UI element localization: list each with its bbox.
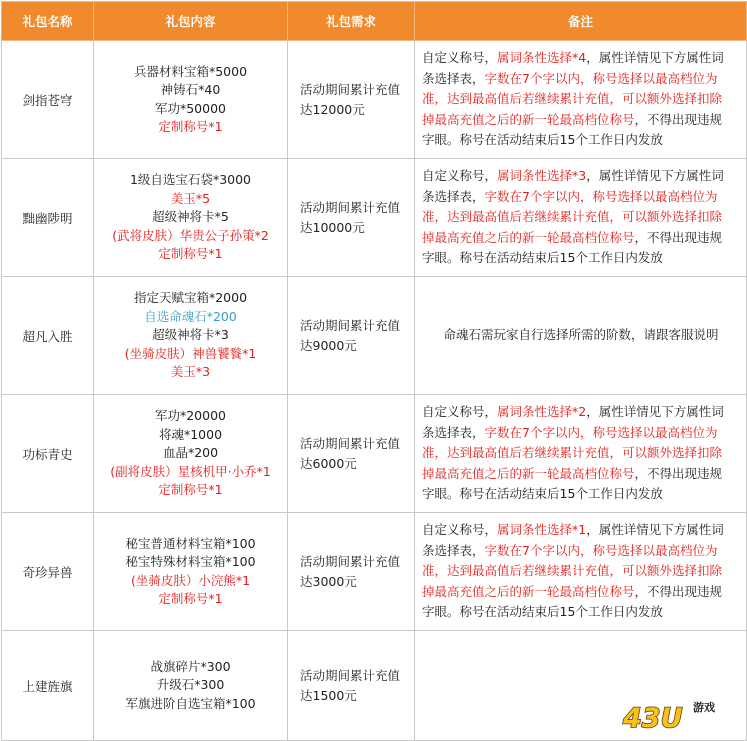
requirement-line: 活动期间累计充值	[300, 667, 401, 683]
pack-requirement	[288, 159, 415, 277]
logo-suffix: 游戏	[693, 701, 715, 714]
pack-item: 神铸石*40	[160, 82, 221, 97]
remark-line	[422, 484, 740, 505]
pack-requirement	[288, 41, 415, 159]
header-pack-content: 礼包内容	[94, 2, 288, 41]
site-logo	[621, 697, 733, 733]
remark-segment: 自定义称号，	[422, 404, 498, 420]
remark-segment: ，属性详情见下方属性词	[586, 50, 724, 66]
pack-requirement	[288, 631, 415, 741]
remark-segment: 字数在7个字以内，称号选择以最高档位为	[484, 542, 718, 558]
remark-line	[422, 228, 740, 249]
pack-name: 剑指苍穹	[2, 41, 94, 159]
remark-segment: ，不得出现违规	[634, 111, 723, 127]
pack-item: (坐骑皮肤）神兽饕餮*1	[124, 345, 257, 361]
remark-line	[422, 561, 740, 582]
pack-content	[94, 395, 288, 513]
pack-name: 奇珍异兽	[2, 513, 94, 631]
remark-segment: 字数在7个字以内，称号选择以最高档位为	[484, 70, 718, 86]
remark-segment: 命魂石需玩家自行选择所需的阶数，请跟客服说明	[443, 327, 719, 343]
pack-remarks	[415, 513, 747, 631]
pack-item: (副将皮肤）星核机甲·小乔*1	[110, 463, 271, 479]
requirement-line: 活动期间累计充值	[300, 81, 401, 97]
header-pack-name: 礼包名称	[2, 2, 94, 41]
remark-line	[422, 89, 740, 110]
pack-remarks	[415, 159, 747, 277]
pack-item: 兵器材料宝箱*5000	[133, 63, 248, 79]
remark-segment: 字眼。称号在活动结束后15个工作日内发放	[422, 604, 663, 620]
table-row	[2, 277, 747, 395]
remark-segment: 条选择表，	[422, 70, 485, 86]
remark-segment: 掉最高充值之后的新一轮最高档位称号	[422, 465, 635, 481]
table-row	[2, 159, 747, 277]
table-body	[2, 41, 747, 741]
remark-segment: 属词条性选择*3	[497, 168, 587, 184]
pack-item: 军旗进阶自选宝箱*100	[125, 695, 256, 711]
remark-segment: 掉最高充值之后的新一轮最高档位称号	[422, 111, 635, 127]
remark-segment: 字眼。称号在活动结束后15个工作日内发放	[422, 250, 663, 266]
remark-line	[422, 520, 740, 541]
pack-item: 定制称号*1	[158, 591, 223, 606]
pack-item: 指定天赋宝箱*2000	[133, 290, 248, 306]
remark-line	[422, 582, 740, 603]
remark-segment: ，属性详情见下方属性词	[586, 404, 724, 420]
pack-item: 美玉*3	[170, 364, 211, 380]
requirement-line: 活动期间累计充值	[300, 435, 401, 451]
remark-line	[422, 464, 740, 485]
remark-segment: ，不得出现违规	[634, 229, 723, 245]
pack-content	[94, 631, 288, 741]
remark-line	[422, 69, 740, 90]
requirement-line: 活动期间累计充值	[300, 317, 401, 333]
header-row	[2, 2, 747, 41]
remark-line	[422, 110, 740, 131]
pack-item: 超级神将卡*3	[152, 327, 229, 343]
remark-line	[422, 325, 740, 346]
pack-requirement	[288, 513, 415, 631]
remark-segment: 掉最高充值之后的新一轮最高档位称号	[422, 583, 635, 599]
pack-content	[94, 159, 288, 277]
pack-item: 血晶*200	[162, 445, 219, 461]
requirement-line: 达1500元	[300, 687, 357, 703]
pack-item: 军功*50000	[154, 100, 226, 116]
requirement-line: 达10000元	[300, 219, 365, 235]
remark-segment: ，属性详情见下方属性词	[586, 522, 724, 538]
remark-segment: 属词条性选择*4	[497, 50, 587, 66]
table-row	[2, 513, 747, 631]
requirement-line: 达3000元	[300, 573, 357, 589]
pack-name: 上建旌旗	[2, 631, 94, 741]
pack-requirement	[288, 395, 415, 513]
remark-segment: 掉最高充值之后的新一轮最高档位称号	[422, 229, 635, 245]
pack-item: 秘宝特殊材料宝箱*100	[125, 554, 256, 569]
requirement-line: 活动期间累计充值	[300, 553, 401, 569]
remark-segment: 自定义称号，	[422, 168, 498, 184]
remark-line	[422, 423, 740, 444]
remark-segment: 属词条性选择*1	[497, 522, 587, 538]
remark-segment: 字数在7个字以内，称号选择以最高档位为	[484, 424, 718, 440]
header-remarks: 备注	[415, 2, 747, 41]
remark-line	[422, 402, 740, 423]
remark-line	[422, 166, 740, 187]
remark-line	[422, 602, 740, 623]
remark-segment: ，不得出现违规	[634, 465, 723, 481]
table-row	[2, 395, 747, 513]
requirement-line: 活动期间累计充值	[300, 199, 401, 215]
pack-content	[94, 513, 288, 631]
pack-remarks	[415, 41, 747, 159]
remark-segment: ，属性详情见下方属性词	[586, 168, 724, 184]
remark-segment: 准，达到最高值后若继续累计充值，可以额外选择扣除	[422, 209, 723, 225]
logo-number: 43U	[623, 703, 683, 733]
pack-name: 黜幽陟明	[2, 159, 94, 277]
pack-requirement	[288, 277, 415, 395]
remark-line	[422, 248, 740, 269]
remark-line	[422, 443, 740, 464]
pack-content	[94, 277, 288, 395]
remark-line	[422, 207, 740, 228]
remark-segment: 字数在7个字以内，称号选择以最高档位为	[484, 188, 718, 204]
pack-item: 升级石*300	[156, 677, 225, 693]
pack-content	[94, 41, 288, 159]
pack-item: 1级自选宝石袋*3000	[129, 172, 251, 188]
requirement-line: 达9000元	[300, 337, 357, 353]
remark-segment: 准，达到最高值后若继续累计充值，可以额外选择扣除	[422, 445, 723, 461]
remark-line	[422, 130, 740, 151]
requirement-line: 达6000元	[300, 455, 357, 471]
pack-item: (武将皮肤）华贵公子孙策*2	[112, 227, 269, 243]
remark-segment: 字眼。称号在活动结束后15个工作日内发放	[422, 486, 663, 502]
pack-item: 定制称号*1	[158, 246, 223, 262]
remark-line	[422, 541, 740, 562]
pack-item: (坐骑皮肤）小浣熊*1	[130, 572, 251, 588]
remark-line	[422, 48, 740, 69]
pack-item: 定制称号*1	[158, 482, 223, 498]
remark-line	[422, 187, 740, 208]
pack-item: 战旗碎片*300	[150, 658, 231, 674]
pack-item: 超级神将卡*5	[152, 209, 229, 225]
pack-item: 将魂*1000	[158, 426, 223, 442]
table-row	[2, 41, 747, 159]
remark-segment: 条选择表，	[422, 542, 485, 558]
remark-segment: 自定义称号，	[422, 50, 498, 66]
header-pack-requirement: 礼包需求	[288, 2, 415, 41]
pack-item: 自选命魂石*200	[144, 308, 237, 324]
pack-name: 功标青史	[2, 395, 94, 513]
requirement-line: 达12000元	[300, 101, 365, 117]
pack-item: 美玉*5	[170, 190, 211, 206]
pack-item: 定制称号*1	[158, 119, 223, 134]
pack-remarks	[415, 277, 747, 395]
remark-segment: ，不得出现违规	[634, 583, 723, 599]
gift-pack-table	[1, 1, 747, 741]
remark-segment: 属词条性选择*2	[497, 404, 587, 420]
pack-name: 超凡入胜	[2, 277, 94, 395]
remark-segment: 自定义称号，	[422, 522, 498, 538]
remark-segment: 条选择表，	[422, 424, 485, 440]
remark-segment: 字眼。称号在活动结束后15个工作日内发放	[422, 132, 663, 148]
pack-item: 军功*20000	[154, 408, 226, 424]
remark-segment: 条选择表，	[422, 188, 485, 204]
remark-segment: 准，达到最高值后若继续累计充值，可以额外选择扣除	[422, 563, 723, 579]
remark-segment: 准，达到最高值后若继续累计充值，可以额外选择扣除	[422, 91, 723, 107]
pack-remarks	[415, 395, 747, 513]
pack-item: 秘宝普通材料宝箱*100	[125, 535, 256, 551]
